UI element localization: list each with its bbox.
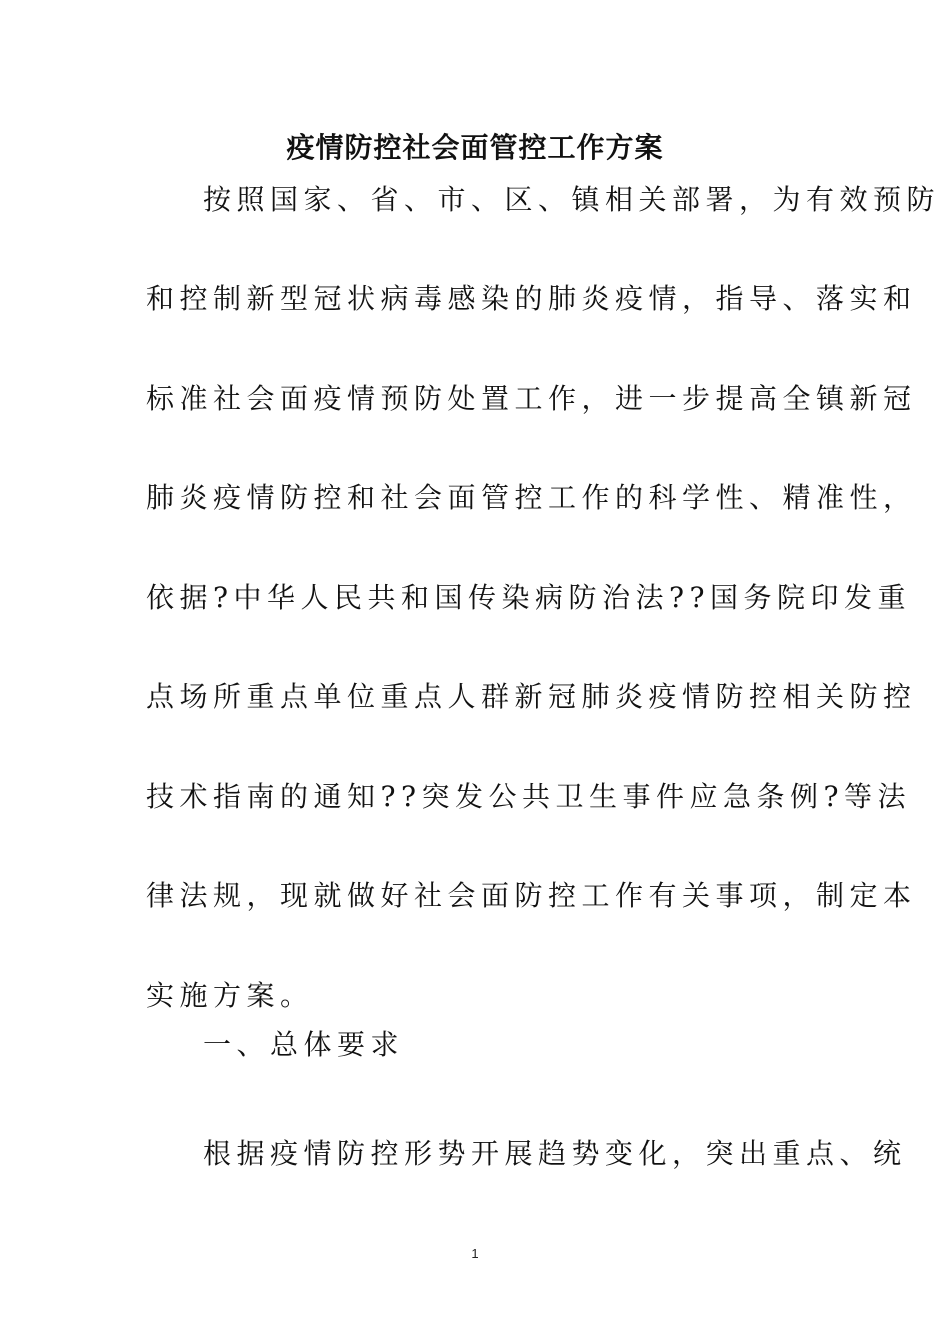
- paragraph-line: 和控制新型冠状病毒感染的肺炎疫情，指导、落实和: [146, 282, 917, 315]
- section-heading: 一、总体要求: [203, 1028, 405, 1061]
- paragraph-line: 技术指南的通知??突发公共卫生事件应急条例?等法: [146, 780, 912, 813]
- page-number: 1: [471, 1246, 479, 1261]
- paragraph-line: 实施方案。: [146, 979, 314, 1012]
- document-title: 疫情防控社会面管控工作方案: [286, 131, 664, 164]
- paragraph-line: 律法规，现就做好社会面防控工作有关事项，制定本: [146, 879, 917, 912]
- paragraph-line: 标准社会面疫情预防处置工作，进一步提高全镇新冠: [146, 382, 917, 415]
- paragraph-line: 肺炎疫情防控和社会面管控工作的科学性、精准性，: [146, 481, 917, 514]
- paragraph-line: 依据?中华人民共和国传染病防治法??国务院印发重: [146, 581, 912, 614]
- paragraph-line: 根据疫情防控形势开展趋势变化，突出重点、统: [203, 1137, 907, 1170]
- paragraph-line: 点场所重点单位重点人群新冠肺炎疫情防控相关防控: [146, 680, 917, 713]
- paragraph-line: 按照国家、省、市、区、镇相关部署，为有效预防: [203, 183, 941, 216]
